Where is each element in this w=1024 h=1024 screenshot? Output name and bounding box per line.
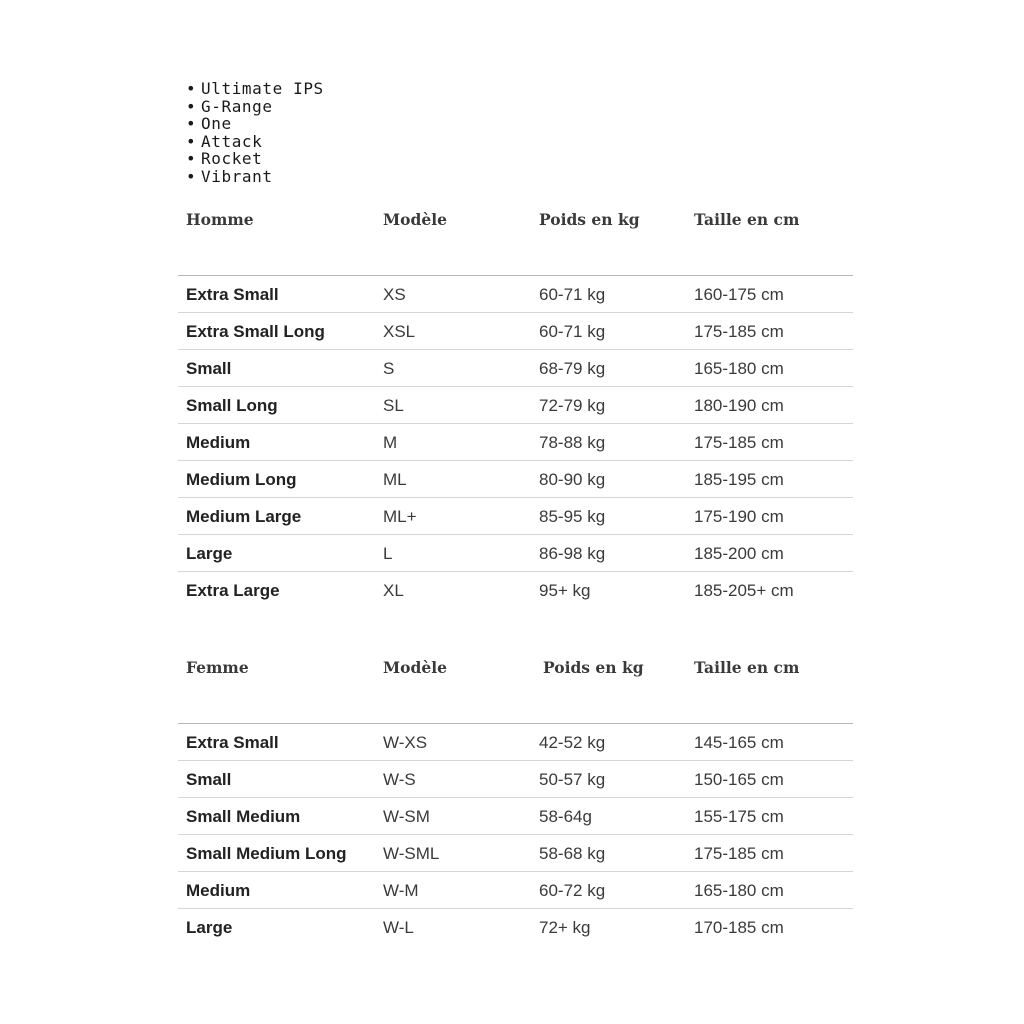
men-size-table <box>178 206 853 609</box>
cell-weight: 42-52 kg <box>539 733 606 752</box>
women-table-header <box>178 654 853 724</box>
cell-weight: 85-95 kg <box>539 507 606 526</box>
product-item: • One <box>186 115 324 133</box>
cell-size: Small Long <box>186 396 278 415</box>
cell-size: Medium <box>186 433 251 452</box>
table-row <box>178 761 853 798</box>
men-table-header <box>178 206 853 276</box>
cell-model: M <box>383 433 398 452</box>
cell-size: Extra Large <box>186 581 280 600</box>
cell-weight: 95+ kg <box>539 581 591 600</box>
product-list <box>186 80 324 186</box>
table-row <box>178 724 853 761</box>
cell-size: Medium <box>186 881 251 900</box>
cell-model: W-L <box>383 918 414 937</box>
cell-model: W-SML <box>383 844 440 863</box>
cell-size: Small Medium <box>186 807 301 826</box>
cell-weight: 80-90 kg <box>539 470 606 489</box>
product-item: • Rocket <box>186 150 324 168</box>
table-row <box>178 276 853 313</box>
cell-size: Medium Long <box>186 470 297 489</box>
cell-height: 180-190 cm <box>694 396 784 415</box>
cell-size: Small <box>186 359 232 378</box>
cell-model: W-M <box>383 881 419 900</box>
cell-weight: 60-72 kg <box>539 881 606 900</box>
cell-size: Small <box>186 770 232 789</box>
cell-size: Medium Large <box>186 507 302 526</box>
cell-model: XL <box>383 581 404 600</box>
cell-size: Extra Small Long <box>186 322 325 341</box>
cell-weight: 58-64g <box>539 807 592 826</box>
cell-height: 150-165 cm <box>694 770 784 789</box>
table-row <box>178 798 853 835</box>
cell-height: 175-185 cm <box>694 322 784 341</box>
cell-height: 185-205+ cm <box>694 581 794 600</box>
cell-height: 165-180 cm <box>694 881 784 900</box>
table-row <box>178 498 853 535</box>
header-gender: Femme <box>186 658 249 677</box>
product-item: • Ultimate IPS <box>186 80 324 98</box>
cell-model: W-SM <box>383 807 430 826</box>
cell-weight: 60-71 kg <box>539 322 606 341</box>
cell-weight: 60-71 kg <box>539 285 606 304</box>
cell-weight: 50-57 kg <box>539 770 606 789</box>
cell-weight: 72-79 kg <box>539 396 606 415</box>
cell-model: W-XS <box>383 733 428 752</box>
header-model: Modèle <box>383 210 447 229</box>
cell-height: 155-175 cm <box>694 807 784 826</box>
cell-size: Extra Small <box>186 285 279 304</box>
cell-weight: 72+ kg <box>539 918 591 937</box>
cell-model: XSL <box>383 322 416 341</box>
cell-height: 145-165 cm <box>694 733 784 752</box>
cell-height: 160-175 cm <box>694 285 784 304</box>
cell-weight: 86-98 kg <box>539 544 606 563</box>
cell-height: 175-190 cm <box>694 507 784 526</box>
header-model: Modèle <box>383 658 447 677</box>
cell-model: XS <box>383 285 406 304</box>
product-item: • Vibrant <box>186 168 324 186</box>
header-weight: Poids en kg <box>543 658 644 677</box>
women-size-table <box>178 654 853 946</box>
table-row <box>178 835 853 872</box>
header-gender: Homme <box>186 210 254 229</box>
table-row <box>178 313 853 350</box>
header-weight: Poids en kg <box>539 210 640 229</box>
cell-model: W-S <box>383 770 416 789</box>
cell-height: 175-185 cm <box>694 844 784 863</box>
table-row <box>178 424 853 461</box>
product-item: • G-Range <box>186 98 324 116</box>
cell-model: ML <box>383 470 407 489</box>
cell-height: 175-185 cm <box>694 433 784 452</box>
header-height: Taille en cm <box>694 210 800 229</box>
cell-weight: 78-88 kg <box>539 433 606 452</box>
cell-model: SL <box>383 396 404 415</box>
cell-height: 185-195 cm <box>694 470 784 489</box>
table-row <box>178 572 853 609</box>
cell-size: Large <box>186 918 233 937</box>
cell-size: Large <box>186 544 233 563</box>
header-height: Taille en cm <box>694 658 800 677</box>
table-row <box>178 461 853 498</box>
table-row <box>178 350 853 387</box>
cell-height: 185-200 cm <box>694 544 784 563</box>
cell-weight: 58-68 kg <box>539 844 606 863</box>
table-row <box>178 535 853 572</box>
cell-height: 170-185 cm <box>694 918 784 937</box>
cell-model: L <box>383 544 393 563</box>
table-row <box>178 872 853 909</box>
table-row <box>178 387 853 424</box>
table-row <box>178 909 853 946</box>
cell-model: ML+ <box>383 507 417 526</box>
cell-height: 165-180 cm <box>694 359 784 378</box>
product-item: • Attack <box>186 133 324 151</box>
cell-model: S <box>383 359 395 378</box>
cell-weight: 68-79 kg <box>539 359 606 378</box>
cell-size: Small Medium Long <box>186 844 347 863</box>
cell-size: Extra Small <box>186 733 279 752</box>
